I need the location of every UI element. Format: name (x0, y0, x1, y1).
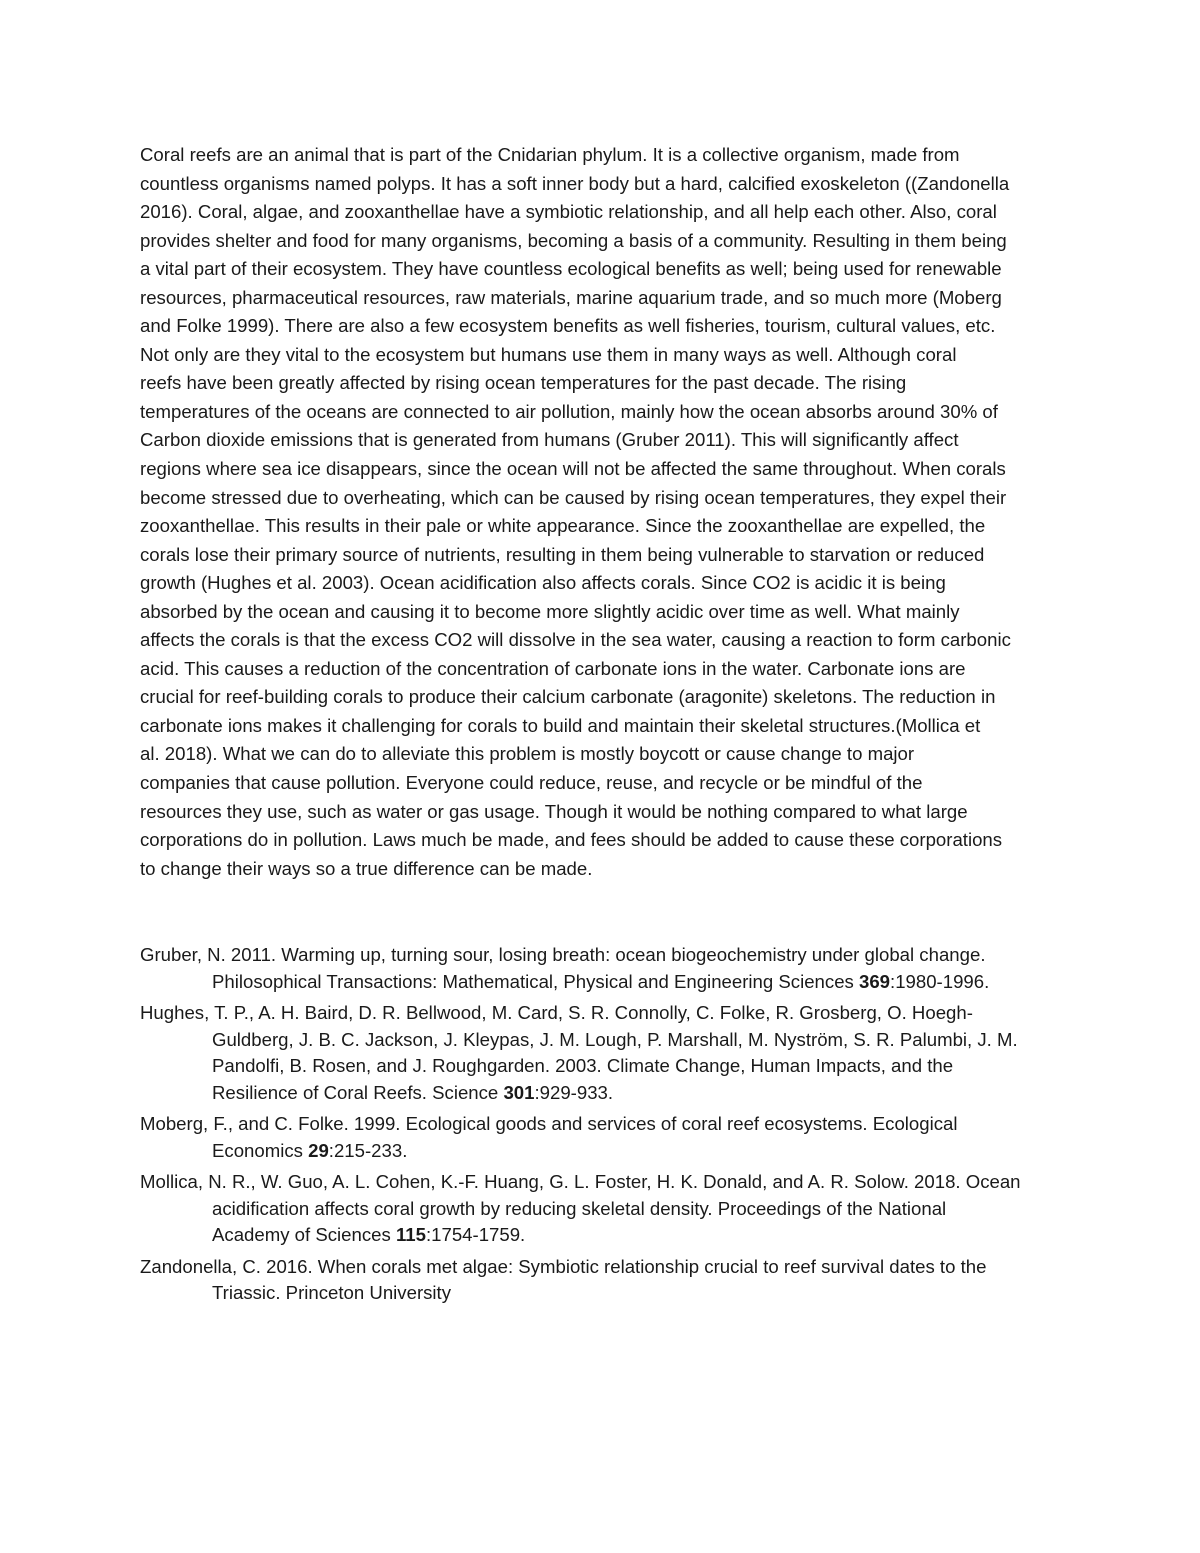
paragraph-line: Coral reefs are an animal that is part of the Cnidarian phylum. It is a collective organism, made from (140, 144, 960, 165)
reference-hughes (140, 1000, 1064, 1106)
paragraph-line: companies that cause pollution. Everyone could reduce, reuse, and recycle or be mindful of the (140, 772, 923, 794)
reference-line: Zandonella, C. 2016. When corals met algae: Symbiotic relationship crucial to reef survival dates to the (140, 1255, 987, 1277)
reference-gruber (140, 942, 1064, 995)
reference-text: Resilience of Coral Reefs. Science (212, 1081, 504, 1103)
page-range: :215-233. (328, 1139, 408, 1161)
paragraph-line: absorbed by the ocean and causing it to become more slightly acidic over time as well. What mainly (140, 600, 960, 622)
volume-number: 369 (859, 970, 891, 992)
paragraph-line: affects the corals is that the excess CO2 will dissolve in the sea water, causing a reaction to form carbonic (140, 629, 1011, 651)
reference-moberg (140, 1111, 1064, 1164)
paragraph-line: countless organisms named polyps. It has a soft inner body but a hard, calcified exoskeleton ((Zandonella (140, 172, 1010, 194)
reference-text: Philosophical Transactions: Mathematical, Physical and Engineering Sciences (212, 970, 859, 992)
paragraph-line: 2016). Coral, algae, and zooxanthellae have a symbiotic relationship, and all help each other. Also, coral (140, 201, 997, 223)
paragraph-line: become stressed due to overheating, which can be caused by rising ocean temperatures, they expel their (140, 486, 1007, 508)
paragraph-line: crucial for reef-building corals to produce their calcium carbonate (aragonite) skeletons. The reduction in (140, 686, 996, 708)
paragraph-line: temperatures of the oceans are connected to air pollution, mainly how the ocean absorbs around 30% of (140, 400, 998, 422)
reference-text: Economics (212, 1139, 309, 1161)
reference-text: Academy of Sciences (212, 1224, 396, 1245)
reference-mollica (140, 1169, 1064, 1249)
paragraph-line: resources they use, such as water or gas usage. Though it would be nothing compared to what large (140, 800, 968, 822)
reference-line: Moberg, F., and C. Folke. 1999. Ecological goods and services of coral reef ecosystems. Ecological (140, 1113, 958, 1134)
paragraph-line: resources, pharmaceutical resources, raw materials, marine aquarium trade, and so much more (Moberg (140, 286, 1002, 308)
paragraph-line: provides shelter and food for many organisms, becoming a basis of a community. Resulting in them being (140, 229, 1007, 251)
paragraph-line: Not only are they vital to the ecosystem but humans use them in many ways as well. Although coral (140, 343, 957, 365)
reference-line: Gruber, N. 2011. Warming up, turning sour, losing breath: ocean biogeochemistry under global change. (140, 944, 986, 965)
reference-line: Triassic. Princeton University (212, 1282, 452, 1303)
paragraph-line: and Folke 1999). There are also a few ecosystem benefits as well fisheries, tourism, cultural values, etc. (140, 315, 996, 337)
paragraph-line: corals lose their primary source of nutrients, resulting in them being vulnerable to starvation or reduced (140, 543, 985, 565)
paragraph-line: a vital part of their ecosystem. They have countless ecological benefits as well; being used for renewable (140, 258, 1002, 280)
reference-zandonella (140, 1254, 1064, 1307)
essay-paragraph (140, 141, 1064, 883)
page-range: :1754-1759. (425, 1224, 526, 1245)
paragraph-line: growth (Hughes et al. 2003). Ocean acidification also affects corals. Since CO2 is acidic it is being (140, 572, 946, 594)
reference-line (140, 1138, 1064, 1165)
reference-line: Mollica, N. R., W. Guo, A. L. Cohen, K.-F. Huang, G. L. Foster, H. K. Donald, and A. R. Solow. 2018. Ocean (140, 1171, 1021, 1192)
paragraph-line: reefs have been greatly affected by rising ocean temperatures for the past decade. The rising (140, 372, 907, 394)
paragraph-line: regions where sea ice disappears, since the ocean will not be affected the same throughout. When corals (140, 458, 1006, 480)
volume-number: 29 (308, 1139, 329, 1161)
reference-line: acidification affects coral growth by reducing skeletal density. Proceedings of the National (212, 1197, 947, 1219)
paragraph-line: zooxanthellae. This results in their pale or white appearance. Since the zooxanthellae are expelled, the (140, 515, 986, 537)
reference-line: Pandolfi, B. Rosen, and J. Roughgarden. 2003. Climate Change, Human Impacts, and the (212, 1055, 954, 1076)
references-list (140, 942, 1064, 1312)
volume-number: 115 (395, 1224, 426, 1245)
paragraph-line: acid. This causes a reduction of the concentration of carbonate ions in the water. Carbonate ions are (140, 657, 966, 679)
paragraph-line: corporations do in pollution. Laws much be made, and fees should be added to cause these corporations (140, 829, 1003, 851)
paragraph-line: to change their ways so a true difference can be made. (140, 857, 593, 879)
reference-line (140, 969, 1064, 996)
volume-number: 301 (503, 1081, 535, 1103)
reference-line: Guldberg, J. B. C. Jackson, J. Kleypas, J. M. Lough, P. Marshall, M. Nyström, S. R. Palumbi, J. M. (212, 1028, 1018, 1050)
paragraph-line: carbonate ions makes it challenging for corals to build and maintain their skeletal structures.(Mollica et (140, 714, 981, 736)
paragraph-line: Carbon dioxide emissions that is generated from humans (Gruber 2011). This will significantly affect (140, 429, 959, 451)
page-range: :1980-1996. (890, 970, 990, 992)
paragraph-line: al. 2018). What we can do to alleviate this problem is mostly boycott or cause change to major (140, 743, 915, 765)
reference-line (140, 1080, 1064, 1107)
reference-line (140, 1222, 1064, 1249)
reference-line: Hughes, T. P., A. H. Baird, D. R. Bellwood, M. Card, S. R. Connolly, C. Folke, R. Grosberg, O. Hoegh- (140, 1002, 973, 1023)
page-range: :929-933. (534, 1081, 614, 1103)
